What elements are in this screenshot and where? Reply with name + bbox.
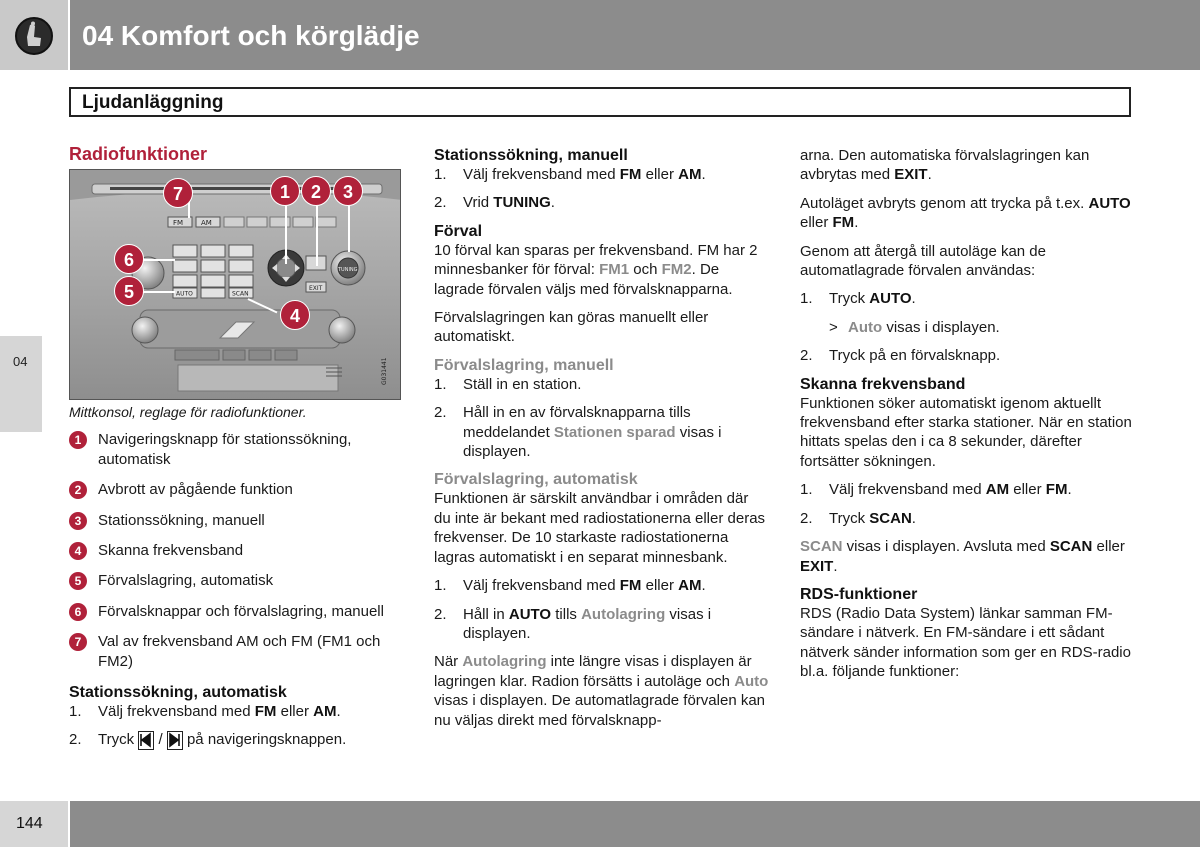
legend-item-6 bbox=[69, 602, 407, 621]
panel-fm-label: FM bbox=[173, 219, 184, 227]
step-text: Tryck bbox=[98, 731, 139, 749]
legend-number-2: 2 bbox=[69, 481, 87, 499]
legend-text-4: Skanna frekvensband bbox=[98, 542, 244, 560]
page-number: 144 bbox=[16, 815, 43, 832]
panel-scan-label: SCAN bbox=[232, 290, 249, 298]
legend-text-5: Förvalslagring, automatisk bbox=[98, 572, 274, 590]
heading-auto-store: Förvalslagring, automatisk bbox=[434, 471, 638, 489]
display-text-fm1: FM1 bbox=[599, 261, 630, 279]
seat-icon-glyph bbox=[17, 19, 51, 53]
chapter-title: 04 Komfort och körglädje bbox=[82, 20, 420, 51]
chapter-side-tab-label: 04 bbox=[13, 354, 28, 369]
manual-search-step-1 bbox=[434, 165, 769, 184]
rds-paragraph-1: RDS (Radio Data System) länkar samman FM-sändare i nätverk. En FM-sändare i ett sådant nätverk sänder information som ger en RDS-radio bl.a. följande funktioner: bbox=[800, 604, 1131, 681]
para-text: eller bbox=[800, 214, 833, 232]
para-text: Autoläget avbryts genom att trycka på t.ex. bbox=[800, 194, 1089, 212]
scan-paragraph-2 bbox=[800, 537, 1138, 576]
display-text-autolagring: Autolagring bbox=[581, 605, 666, 623]
chapter-side-tab bbox=[0, 336, 42, 432]
header-icon-box bbox=[0, 0, 68, 70]
para-text: . bbox=[854, 214, 859, 232]
step-text: . bbox=[911, 509, 916, 527]
legend-text-3: Stationssökning, manuell bbox=[98, 511, 265, 529]
step-text: eller bbox=[276, 703, 314, 721]
step-key-am: AM bbox=[985, 481, 1010, 499]
step-number: 1. bbox=[800, 481, 813, 499]
figure-image-id: G031441 bbox=[381, 357, 388, 385]
column-3 bbox=[800, 146, 1138, 691]
step-number: 1. bbox=[434, 166, 447, 183]
step-number: 2. bbox=[800, 347, 813, 365]
panel-auto-label: AUTO bbox=[176, 290, 193, 298]
step-text: Välj frekvensband med bbox=[463, 577, 620, 595]
auto-store-step-2 bbox=[434, 605, 769, 644]
legend-text-7: Val av frekvensband AM och FM (FM1 och FM2) bbox=[98, 633, 381, 670]
para-text: . bbox=[833, 557, 838, 575]
seat-icon bbox=[15, 17, 53, 55]
step-number: 1. bbox=[800, 290, 813, 308]
manual-store-step-2 bbox=[434, 403, 769, 461]
callout-5: 5 bbox=[114, 276, 144, 306]
step-text: visas i displayen. bbox=[463, 605, 712, 642]
para-text: När bbox=[434, 653, 463, 671]
step-text: . bbox=[1067, 481, 1072, 499]
callout-1: 1 bbox=[270, 176, 300, 206]
step-text: Välj frekvensband med bbox=[829, 481, 986, 499]
step-number: 1. bbox=[434, 577, 447, 595]
auto-store-paragraph-2 bbox=[434, 652, 769, 730]
display-text-auto: Auto bbox=[734, 672, 769, 690]
auto-search-step-2 bbox=[69, 730, 407, 750]
step-key-tuning: TUNING bbox=[493, 194, 551, 212]
legend-item-2 bbox=[69, 480, 407, 499]
heading-manual-store: Förvalslagring, manuell bbox=[434, 356, 614, 374]
heading-manual-search: Stationssökning, manuell bbox=[434, 147, 628, 164]
step-text: Ställ in en station. bbox=[463, 375, 582, 393]
manual-store-step-1 bbox=[434, 375, 769, 394]
legend-number-4: 4 bbox=[69, 542, 87, 560]
step-text: visas i displayen. bbox=[882, 318, 1000, 336]
para-text: arna. Den automatiska förvalslagringen kan avbrytas med bbox=[800, 147, 1090, 184]
legend-item-5 bbox=[69, 571, 407, 590]
callout-1-line bbox=[285, 206, 287, 264]
presets-paragraph-2: Förvalslagringen kan göras manuellt eller automatiskt. bbox=[434, 309, 709, 346]
scan-step-1 bbox=[800, 480, 1138, 499]
step-text: Vrid bbox=[463, 194, 494, 212]
step-text: . bbox=[701, 577, 706, 595]
scan-paragraph-1: Funktionen söker automatiskt igenom aktuellt frekvensband efter starka stationer. När en station hittats spelas den i ca 8 sekunder, därefter fortsätter sökningen. bbox=[800, 394, 1132, 470]
panel-tuning-label: TUNING bbox=[338, 267, 358, 273]
step-key-fm: FM bbox=[1045, 481, 1068, 499]
seek-forward-icon bbox=[167, 731, 183, 750]
col3-paragraph-2 bbox=[800, 194, 1138, 233]
callout-3: 3 bbox=[333, 176, 363, 206]
step-text: Tryck bbox=[829, 290, 870, 308]
step-text: på navigeringsknappen. bbox=[182, 731, 347, 749]
scan-step-2 bbox=[800, 509, 1138, 528]
legend-item-7 bbox=[69, 632, 407, 671]
column-1-lower bbox=[69, 403, 407, 759]
para-text: inte längre visas i displayen är lagringen klar. Radion försätts i autoläge och bbox=[434, 653, 752, 690]
radio-panel-figure bbox=[69, 169, 401, 400]
legend-number-5: 5 bbox=[69, 572, 87, 590]
step-number: 2. bbox=[434, 404, 447, 422]
seek-back-icon bbox=[138, 731, 154, 750]
step-key-fm: FM bbox=[619, 577, 642, 595]
step-text: Håll in en av förvalsknapparna tills meddelandet bbox=[463, 404, 691, 441]
legend-item-3 bbox=[69, 511, 407, 530]
legend-number-7: 7 bbox=[69, 633, 87, 651]
auto-mode-step-2 bbox=[800, 346, 1138, 365]
key-scan: SCAN bbox=[1049, 538, 1093, 556]
step-number: 2. bbox=[434, 605, 447, 623]
display-text-station-saved: Stationen sparad bbox=[553, 423, 676, 441]
heading-rds: RDS-funktioner bbox=[800, 585, 918, 603]
para-text: . bbox=[927, 166, 932, 184]
legend-text-1: Navigeringsknapp för stationssökning, automatisk bbox=[98, 431, 352, 468]
key-exit: EXIT bbox=[800, 557, 834, 575]
heading-auto-search: Stationssökning, automatisk bbox=[69, 684, 287, 702]
display-text-auto: Auto bbox=[848, 318, 883, 336]
step-key-fm: FM bbox=[619, 166, 642, 183]
step-text: eller bbox=[1009, 481, 1046, 499]
step-key-auto: AUTO bbox=[508, 605, 552, 623]
col3-paragraph-1 bbox=[800, 146, 1138, 185]
step-number: 1. bbox=[69, 703, 82, 721]
step-text: visas i displayen. bbox=[463, 423, 722, 461]
display-text-autolagring: Autolagring bbox=[462, 653, 547, 671]
manual-search-step-2 bbox=[434, 193, 769, 212]
panel-am-label: AM bbox=[201, 219, 212, 227]
step-text: Välj frekvensband med bbox=[463, 166, 620, 183]
column-2 bbox=[434, 146, 769, 739]
step-text: Tryck bbox=[829, 509, 870, 527]
step-text: . bbox=[336, 703, 341, 721]
footer-band bbox=[70, 801, 1200, 847]
legend-number-3: 3 bbox=[69, 512, 87, 530]
step-text: tills bbox=[551, 605, 582, 623]
legend-item-4 bbox=[69, 541, 407, 560]
column-1 bbox=[69, 145, 407, 164]
figure-caption: Mittkonsol, reglage för radiofunktioner. bbox=[69, 404, 307, 420]
auto-mode-result bbox=[800, 318, 1138, 337]
step-text: Välj frekvensband med bbox=[98, 703, 255, 721]
step-text: / bbox=[154, 731, 167, 749]
legend-number-1: 1 bbox=[69, 431, 87, 449]
legend-number-6: 6 bbox=[69, 603, 87, 621]
key-exit: EXIT bbox=[894, 166, 928, 184]
callout-3-line bbox=[348, 206, 350, 252]
auto-search-step-1 bbox=[69, 702, 407, 721]
heading-presets: Förval bbox=[434, 222, 483, 240]
step-number: 2. bbox=[69, 731, 82, 749]
step-text: . bbox=[701, 166, 706, 183]
presets-paragraph-1 bbox=[434, 241, 769, 299]
legend-item-1 bbox=[69, 430, 407, 469]
display-text-fm2: FM2 bbox=[661, 261, 692, 279]
step-text: . bbox=[911, 290, 916, 308]
step-number: 1. bbox=[434, 375, 447, 393]
callout-6: 6 bbox=[114, 244, 144, 274]
section-box bbox=[69, 87, 1131, 117]
step-number: 2. bbox=[434, 194, 447, 212]
key-fm: FM bbox=[832, 214, 855, 232]
step-key-am: AM bbox=[678, 166, 702, 183]
para-text: visas i displayen. Avsluta med bbox=[842, 538, 1050, 556]
step-key-fm: FM bbox=[254, 703, 277, 721]
step-text: eller bbox=[641, 166, 679, 183]
callout-7: 7 bbox=[163, 178, 193, 208]
step-number: 2. bbox=[800, 509, 813, 527]
result-marker: > bbox=[829, 318, 838, 336]
step-text: . bbox=[550, 194, 555, 212]
auto-store-paragraph-1: Funktionen är särskilt användbar i områden där du inte är bekant med radiostationerna eller deras frekvenser. De 10 starkaste radiostationerna lagras automatiskt i en separat minnesbank. bbox=[434, 490, 766, 566]
key-auto: AUTO bbox=[1088, 194, 1131, 212]
section-title: Ljudanläggning bbox=[82, 92, 224, 113]
step-key-am: AM bbox=[678, 577, 702, 595]
step-key-scan: SCAN bbox=[869, 509, 912, 527]
step-text: Håll in bbox=[463, 605, 509, 623]
legend-text-2: Avbrott av pågående funktion bbox=[98, 481, 293, 499]
panel-exit-label: EXIT bbox=[309, 285, 323, 292]
step-text: Tryck på en förvalsknapp. bbox=[829, 347, 1001, 365]
callout-6-line bbox=[143, 259, 175, 261]
para-text: 10 förval kan sparas per frekvensband. FM har 2 minnesbanker för förval: bbox=[434, 241, 758, 279]
heading-scan: Skanna frekvensband bbox=[800, 375, 966, 393]
para-text: eller bbox=[1092, 538, 1125, 556]
step-text: eller bbox=[641, 577, 679, 595]
step-key-am: AM bbox=[313, 703, 337, 721]
callout-2-line bbox=[316, 206, 318, 266]
para-text: visas i displayen. De automatlagrade förvalen kan nu väljas direkt med förvalsknapp- bbox=[434, 692, 766, 729]
step-key-auto: AUTO bbox=[869, 290, 912, 308]
callout-2: 2 bbox=[301, 176, 331, 206]
auto-store-step-1 bbox=[434, 576, 769, 595]
para-text: . De lagrade förvalen väljs med förvalsknapparna. bbox=[434, 261, 733, 298]
para-text: och bbox=[629, 261, 662, 279]
heading-radio-functions: Radiofunktioner bbox=[69, 144, 207, 164]
col3-paragraph-3: Genom att återgå till autoläge kan de automatlagrade förvalen användas: bbox=[800, 242, 1046, 280]
auto-mode-step-1 bbox=[800, 289, 1138, 308]
display-text-scan: SCAN bbox=[800, 538, 843, 556]
callout-5-line bbox=[143, 291, 175, 293]
legend-text-6: Förvalsknappar och förvalslagring, manuell bbox=[98, 602, 384, 620]
callout-4: 4 bbox=[280, 300, 310, 330]
